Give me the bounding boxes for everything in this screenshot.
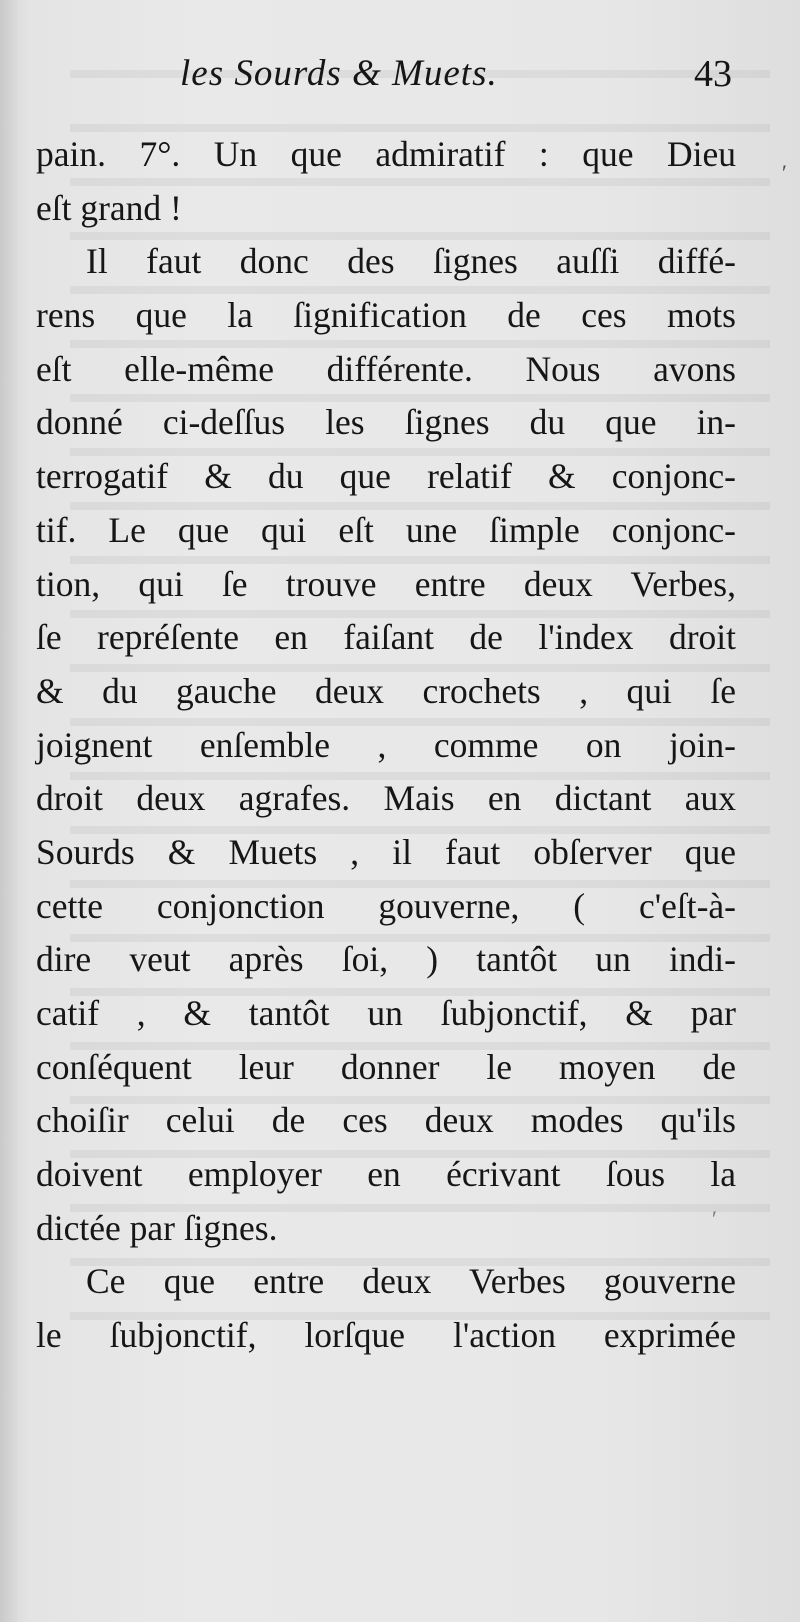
text-line: le ſubjonctif, lorſque l'action exprimée xyxy=(36,1315,736,1356)
text-line: pain. 7°. Un que admiratif : que Dieu xyxy=(36,134,736,174)
text-line: catif , & tantôt un ſubjonctif, & par xyxy=(36,993,736,1033)
page-number: 43 xyxy=(694,53,732,95)
text-line: Il faut donc des ſignes auſſi diffé- xyxy=(86,241,736,282)
text-line: & du gauche deux crochets , qui ſe xyxy=(36,670,736,711)
text-line: tion, qui ſe trouve entre deux Verbes, xyxy=(36,563,736,604)
text-line: dire veut après ſoi, ) tantôt un indi- xyxy=(36,939,736,980)
margin-mark: ′ xyxy=(712,1206,717,1231)
text-line: Sourds & Muets , il faut obſerver que xyxy=(36,831,736,872)
text-line: tif. Le que qui eſt une ſimple conjonc- xyxy=(36,509,736,550)
text-line: eſt grand ! xyxy=(36,187,182,228)
text-line: choiſir celui de ces deux modes qu'ils xyxy=(36,1100,736,1141)
page-gutter xyxy=(0,0,18,1622)
body-text xyxy=(36,128,736,1363)
text-line: terrogatif & du que relatif & conjonc- xyxy=(36,456,736,497)
text-line: conſéquent leur donner le moyen de xyxy=(36,1046,736,1087)
text-line: Ce que entre deux Verbes gouverne xyxy=(86,1261,736,1302)
text-line: joignent enſemble , comme on join- xyxy=(36,724,736,765)
text-line: dictée par ſignes. xyxy=(36,1207,278,1248)
text-line: doivent employer en écrivant ſous la xyxy=(36,1154,736,1195)
margin-mark: ′ xyxy=(782,160,787,185)
running-head xyxy=(180,52,740,102)
text-line: cette conjonction gouverne, ( c'eſt-à- xyxy=(36,885,736,926)
text-line: droit deux agrafes. Mais en dictant aux xyxy=(36,778,736,819)
text-line: ſe repréſente en faiſant de l'index droit xyxy=(36,617,736,658)
text-line: eſt elle-même différente. Nous avons xyxy=(36,348,736,389)
text-line: donné ci-deſſus les ſignes du que in- xyxy=(36,402,736,443)
running-title: les Sourds & Muets. xyxy=(180,53,498,94)
text-line: rens que la ſignification de ces mots xyxy=(36,295,736,336)
